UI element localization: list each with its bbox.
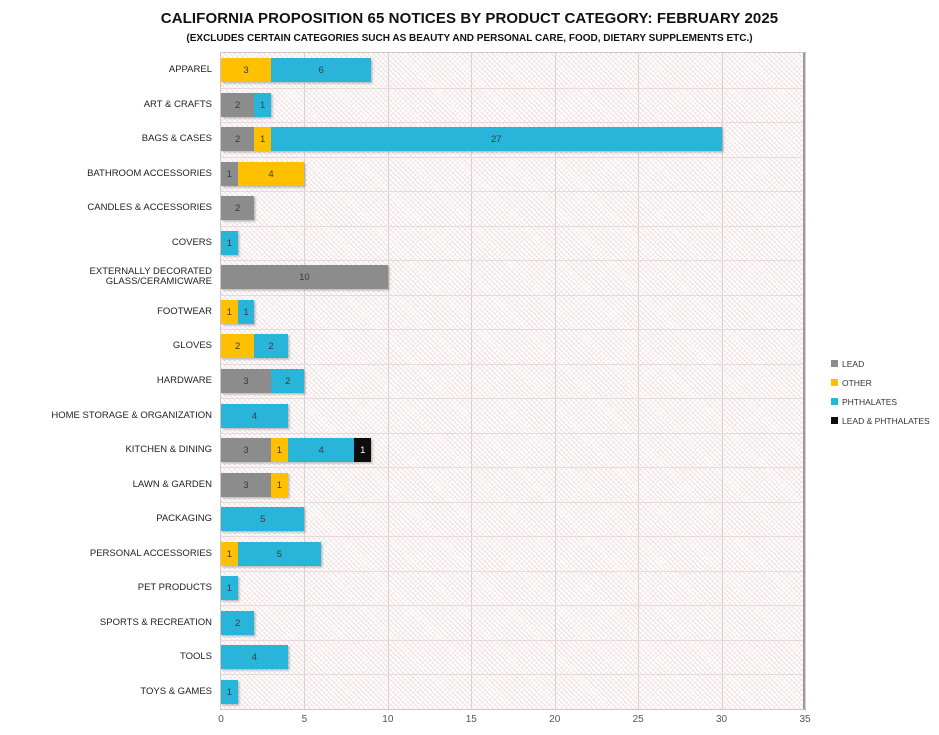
row-separator	[221, 88, 803, 89]
legend-marker-icon	[831, 360, 838, 367]
gridline-x-5	[304, 53, 305, 709]
bar-covers	[221, 231, 238, 255]
bar-segment-lead	[221, 265, 388, 289]
x-tick-label-5: 5	[301, 714, 308, 725]
bar-value-label: 4	[251, 410, 258, 422]
bar-tools	[221, 645, 288, 669]
category-label: BAGS & CASES	[141, 133, 212, 145]
category-label: TOYS & GAMES	[140, 686, 212, 698]
category-label: LAWN & GARDEN	[132, 479, 212, 491]
row-separator	[221, 157, 803, 158]
bar-segment-other	[238, 162, 305, 186]
category-label: ART & CRAFTS	[143, 99, 212, 111]
row-separator	[221, 502, 803, 503]
bar-value-label: 2	[235, 99, 241, 111]
row-separator	[221, 191, 803, 192]
category-label: PERSONAL ACCESSORIES	[89, 548, 212, 560]
legend-marker-icon	[831, 417, 838, 424]
category-label: PACKAGING	[156, 513, 212, 525]
x-tick-label-35: 35	[799, 714, 811, 725]
bar-segment-phthalates	[221, 645, 288, 669]
bar-sports-recreation	[221, 611, 254, 635]
bar-art-crafts	[221, 93, 271, 117]
legend	[831, 354, 930, 430]
bar-value-label: 2	[268, 340, 274, 352]
gridline-x-35	[805, 53, 806, 709]
category-label: TOOLS	[179, 651, 212, 663]
bar-kitchen-dining	[221, 438, 371, 462]
x-tick-label-30: 30	[716, 714, 728, 725]
bar-value-label: 4	[318, 444, 324, 456]
legend-item-other	[831, 373, 930, 392]
bar-segment-other	[271, 438, 288, 462]
row-separator	[221, 295, 803, 296]
bar-value-label: 3	[243, 64, 249, 76]
row-separator	[221, 674, 803, 675]
plot-area	[220, 52, 806, 710]
bar-segment-phthalates	[238, 542, 321, 566]
legend-label: OTHER	[842, 377, 872, 388]
bar-segment-other	[271, 473, 288, 497]
bar-segment-other	[221, 542, 238, 566]
bar-value-label: 1	[226, 306, 232, 318]
bar-packaging	[221, 507, 304, 531]
legend-item-lead	[831, 354, 930, 373]
x-tick-label-25: 25	[632, 714, 644, 725]
bar-value-label: 1	[276, 444, 283, 456]
bar-value-label: 4	[251, 651, 258, 663]
bar-gloves	[221, 334, 288, 358]
gridline-x-20	[555, 53, 556, 709]
bar-segment-phthalates	[238, 300, 255, 324]
bar-value-label: 2	[235, 617, 241, 629]
gridline-x-25	[638, 53, 639, 709]
bar-segment-lead	[221, 473, 271, 497]
bar-toys-games	[221, 680, 238, 704]
category-label: BATHROOM ACCESSORIES	[87, 168, 212, 180]
bar-personal-accessories	[221, 542, 321, 566]
row-separator	[221, 640, 803, 641]
category-label: COVERS	[171, 237, 212, 249]
bar-segment-phthalates	[221, 507, 304, 531]
bar-segment-lead	[221, 196, 254, 220]
bar-value-label: 1	[360, 444, 366, 456]
bar-value-label: 1	[260, 133, 266, 145]
bar-segment-phthalates	[254, 93, 271, 117]
bar-segment-phthalates	[271, 127, 722, 151]
bar-segment-phthalates	[288, 438, 355, 462]
row-separator	[221, 605, 803, 606]
gridline-x-15	[471, 53, 472, 709]
bar-value-label: 3	[243, 375, 249, 387]
row-separator	[221, 433, 803, 434]
bar-segment-other	[221, 334, 254, 358]
category-label: EXTERNALLY DECORATED GLASS/CERAMICWARE	[89, 266, 212, 287]
row-separator	[221, 398, 803, 399]
bar-value-label: 2	[285, 375, 291, 387]
gridline-x-30	[722, 53, 723, 709]
bar-segment-lead-phthalates	[354, 438, 371, 462]
row-separator	[221, 364, 803, 365]
category-label: FOOTWEAR	[157, 306, 212, 318]
bar-value-label: 1	[226, 237, 232, 249]
bar-segment-other	[254, 127, 271, 151]
bar-segment-phthalates	[221, 404, 288, 428]
bar-home-storage-organization	[221, 404, 288, 428]
bar-value-label: 5	[276, 548, 283, 560]
bar-value-label: 1	[226, 686, 232, 698]
bar-value-label: 1	[226, 548, 232, 560]
bar-value-label: 1	[226, 582, 232, 594]
bar-value-label: 27	[490, 133, 502, 145]
row-separator	[221, 536, 803, 537]
legend-label: PHTHALATES	[842, 396, 898, 407]
bar-value-label: 4	[268, 168, 274, 180]
bar-pet-products	[221, 576, 238, 600]
bar-segment-lead	[221, 438, 271, 462]
row-separator	[221, 226, 803, 227]
bar-value-label: 1	[243, 306, 249, 318]
category-label: CANDLES & ACCESSORIES	[87, 202, 212, 214]
bar-value-label: 5	[260, 513, 266, 525]
legend-item-phthalates	[831, 392, 930, 411]
bar-segment-other	[221, 300, 238, 324]
bar-value-label: 3	[243, 479, 249, 491]
bar-segment-lead	[221, 93, 254, 117]
row-separator	[221, 571, 803, 572]
category-label: APPAREL	[168, 64, 212, 76]
x-tick-label-20: 20	[549, 714, 561, 725]
bar-segment-lead	[221, 369, 271, 393]
bar-externally-decorated-glass-ceramicware	[221, 265, 388, 289]
bar-segment-phthalates	[271, 369, 304, 393]
row-separator	[221, 467, 803, 468]
bar-value-label: 1	[260, 99, 266, 111]
bar-value-label: 3	[243, 444, 249, 456]
category-label: GLOVES	[172, 340, 212, 352]
bar-segment-lead	[221, 127, 254, 151]
x-tick-label-0: 0	[218, 714, 224, 725]
bar-segment-phthalates	[254, 334, 287, 358]
bar-bags-cases	[221, 127, 722, 151]
bar-segment-other	[221, 58, 271, 82]
legend-marker-icon	[831, 379, 838, 386]
bar-candles-accessories	[221, 196, 254, 220]
chart-subtitle: (EXCLUDES CERTAIN CATEGORIES SUCH AS BEAUTY AND PERSONAL CARE, FOOD, DIETARY SUPPLEMENTS ETC.)	[186, 33, 753, 44]
gridline-x-10	[388, 53, 389, 709]
row-separator	[221, 122, 803, 123]
x-tick-label-10: 10	[382, 714, 394, 725]
row-separator	[221, 329, 803, 330]
category-label: HARDWARE	[156, 375, 212, 387]
bar-value-label: 10	[299, 271, 310, 283]
category-label: HOME STORAGE & ORGANIZATION	[51, 410, 212, 422]
bar-value-label: 6	[318, 64, 324, 76]
bar-segment-lead	[221, 162, 238, 186]
chart-title: CALIFORNIA PROPOSITION 65 NOTICES BY PRODUCT CATEGORY: FEBRUARY 2025	[160, 10, 779, 27]
bar-footwear	[221, 300, 254, 324]
bar-value-label: 2	[235, 340, 241, 352]
bar-bathroom-accessories	[221, 162, 304, 186]
category-label: SPORTS & RECREATION	[99, 617, 212, 629]
category-label: PET PRODUCTS	[137, 582, 212, 594]
bar-value-label: 1	[226, 168, 232, 180]
bar-value-label: 1	[276, 479, 283, 491]
bar-segment-phthalates	[221, 576, 238, 600]
bar-segment-phthalates	[271, 58, 371, 82]
x-tick-label-15: 15	[465, 714, 477, 725]
bar-segment-phthalates	[221, 680, 238, 704]
row-separator	[221, 260, 803, 261]
bar-segment-phthalates	[221, 611, 254, 635]
bar-hardware	[221, 369, 304, 393]
bar-segment-phthalates	[221, 231, 238, 255]
legend-label: LEAD & PHTHALATES	[842, 415, 930, 426]
bar-apparel	[221, 58, 371, 82]
bar-value-label: 2	[235, 202, 241, 214]
category-label: KITCHEN & DINING	[125, 444, 212, 456]
bar-lawn-garden	[221, 473, 288, 497]
legend-marker-icon	[831, 398, 838, 405]
legend-label: LEAD	[842, 358, 865, 369]
legend-item-lead-phthalates	[831, 411, 930, 430]
bar-value-label: 2	[235, 133, 241, 145]
